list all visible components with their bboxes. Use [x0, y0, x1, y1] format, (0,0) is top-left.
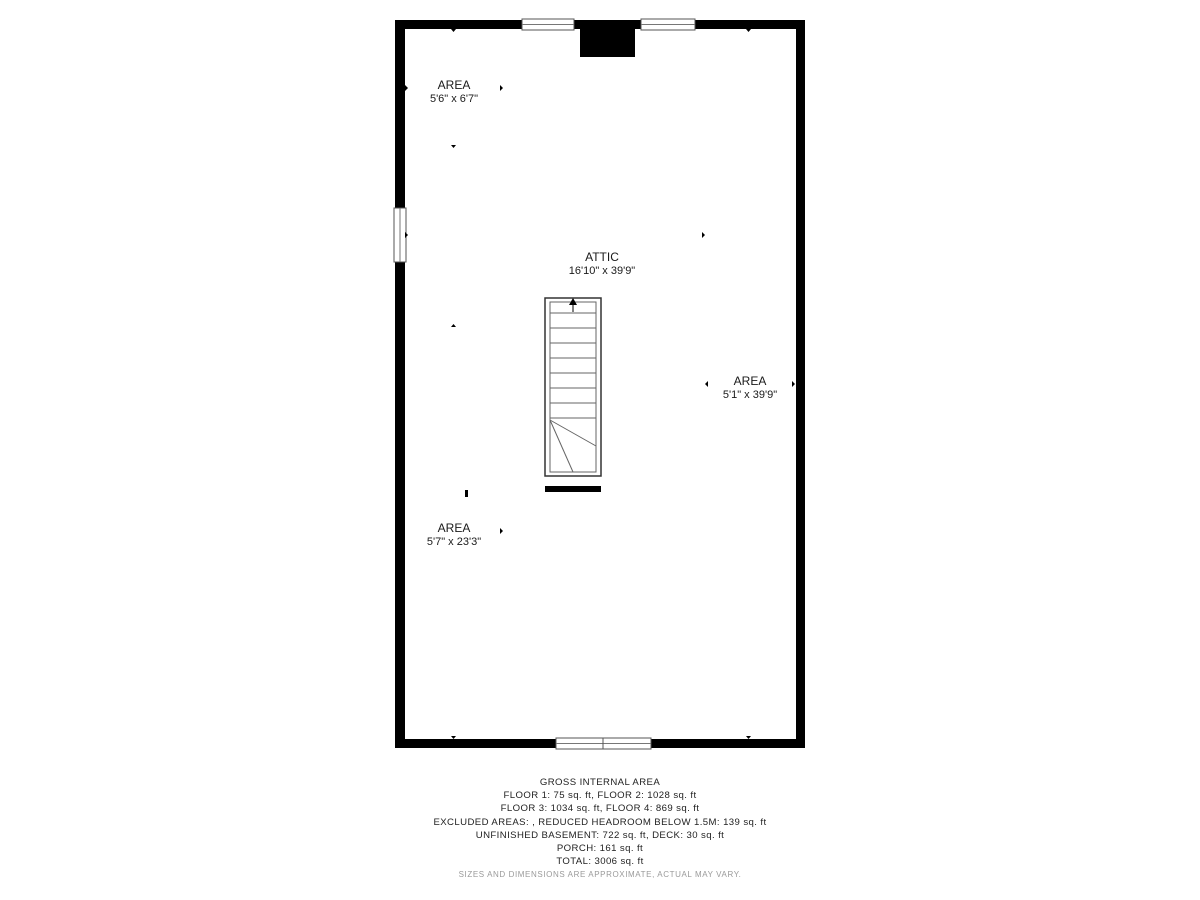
summary-line: EXCLUDED AREAS: , REDUCED HEADROOM BELOW 1.5M: 139 sq. ft [433, 816, 767, 828]
room-dimensions: 5'7" x 23'3" [426, 536, 482, 548]
summary-line: UNFINISHED BASEMENT: 722 sq. ft, DECK: 30 sq. ft [475, 829, 725, 841]
chimney [580, 20, 635, 57]
room-area-top-left [430, 78, 478, 105]
post [465, 490, 468, 497]
room-attic [569, 250, 636, 277]
room-name: AREA [437, 521, 471, 535]
room-dimensions: 5'1" x 39'9" [722, 389, 778, 401]
window-top-right [641, 19, 695, 30]
stair-landing-bar [545, 486, 601, 492]
area-summary [300, 776, 900, 882]
window-bottom [556, 738, 651, 749]
room-name: ATTIC [585, 250, 619, 264]
summary-total: TOTAL: 3006 sq. ft [556, 856, 644, 868]
window-top-left [522, 19, 574, 30]
room-name: AREA [733, 374, 767, 388]
room-dimensions: 16'10" x 39'9" [568, 265, 636, 277]
summary-line: FLOOR 1: 75 sq. ft, FLOOR 2: 1028 sq. ft [503, 790, 697, 802]
room-name: AREA [437, 78, 471, 92]
window-left [394, 208, 406, 262]
room-area-right [723, 374, 777, 401]
room-dimensions: 5'6" x 6'7" [429, 93, 479, 105]
summary-line: FLOOR 3: 1034 sq. ft, FLOOR 4: 869 sq. ft [500, 803, 700, 815]
summary-heading: GROSS INTERNAL AREA [539, 777, 661, 788]
staircase [545, 298, 601, 476]
disclaimer: SIZES AND DIMENSIONS ARE APPROXIMATE, ACTUAL MAY VARY. [458, 870, 742, 880]
summary-line: PORCH: 161 sq. ft [556, 843, 644, 855]
room-area-bottom-left [427, 521, 481, 548]
